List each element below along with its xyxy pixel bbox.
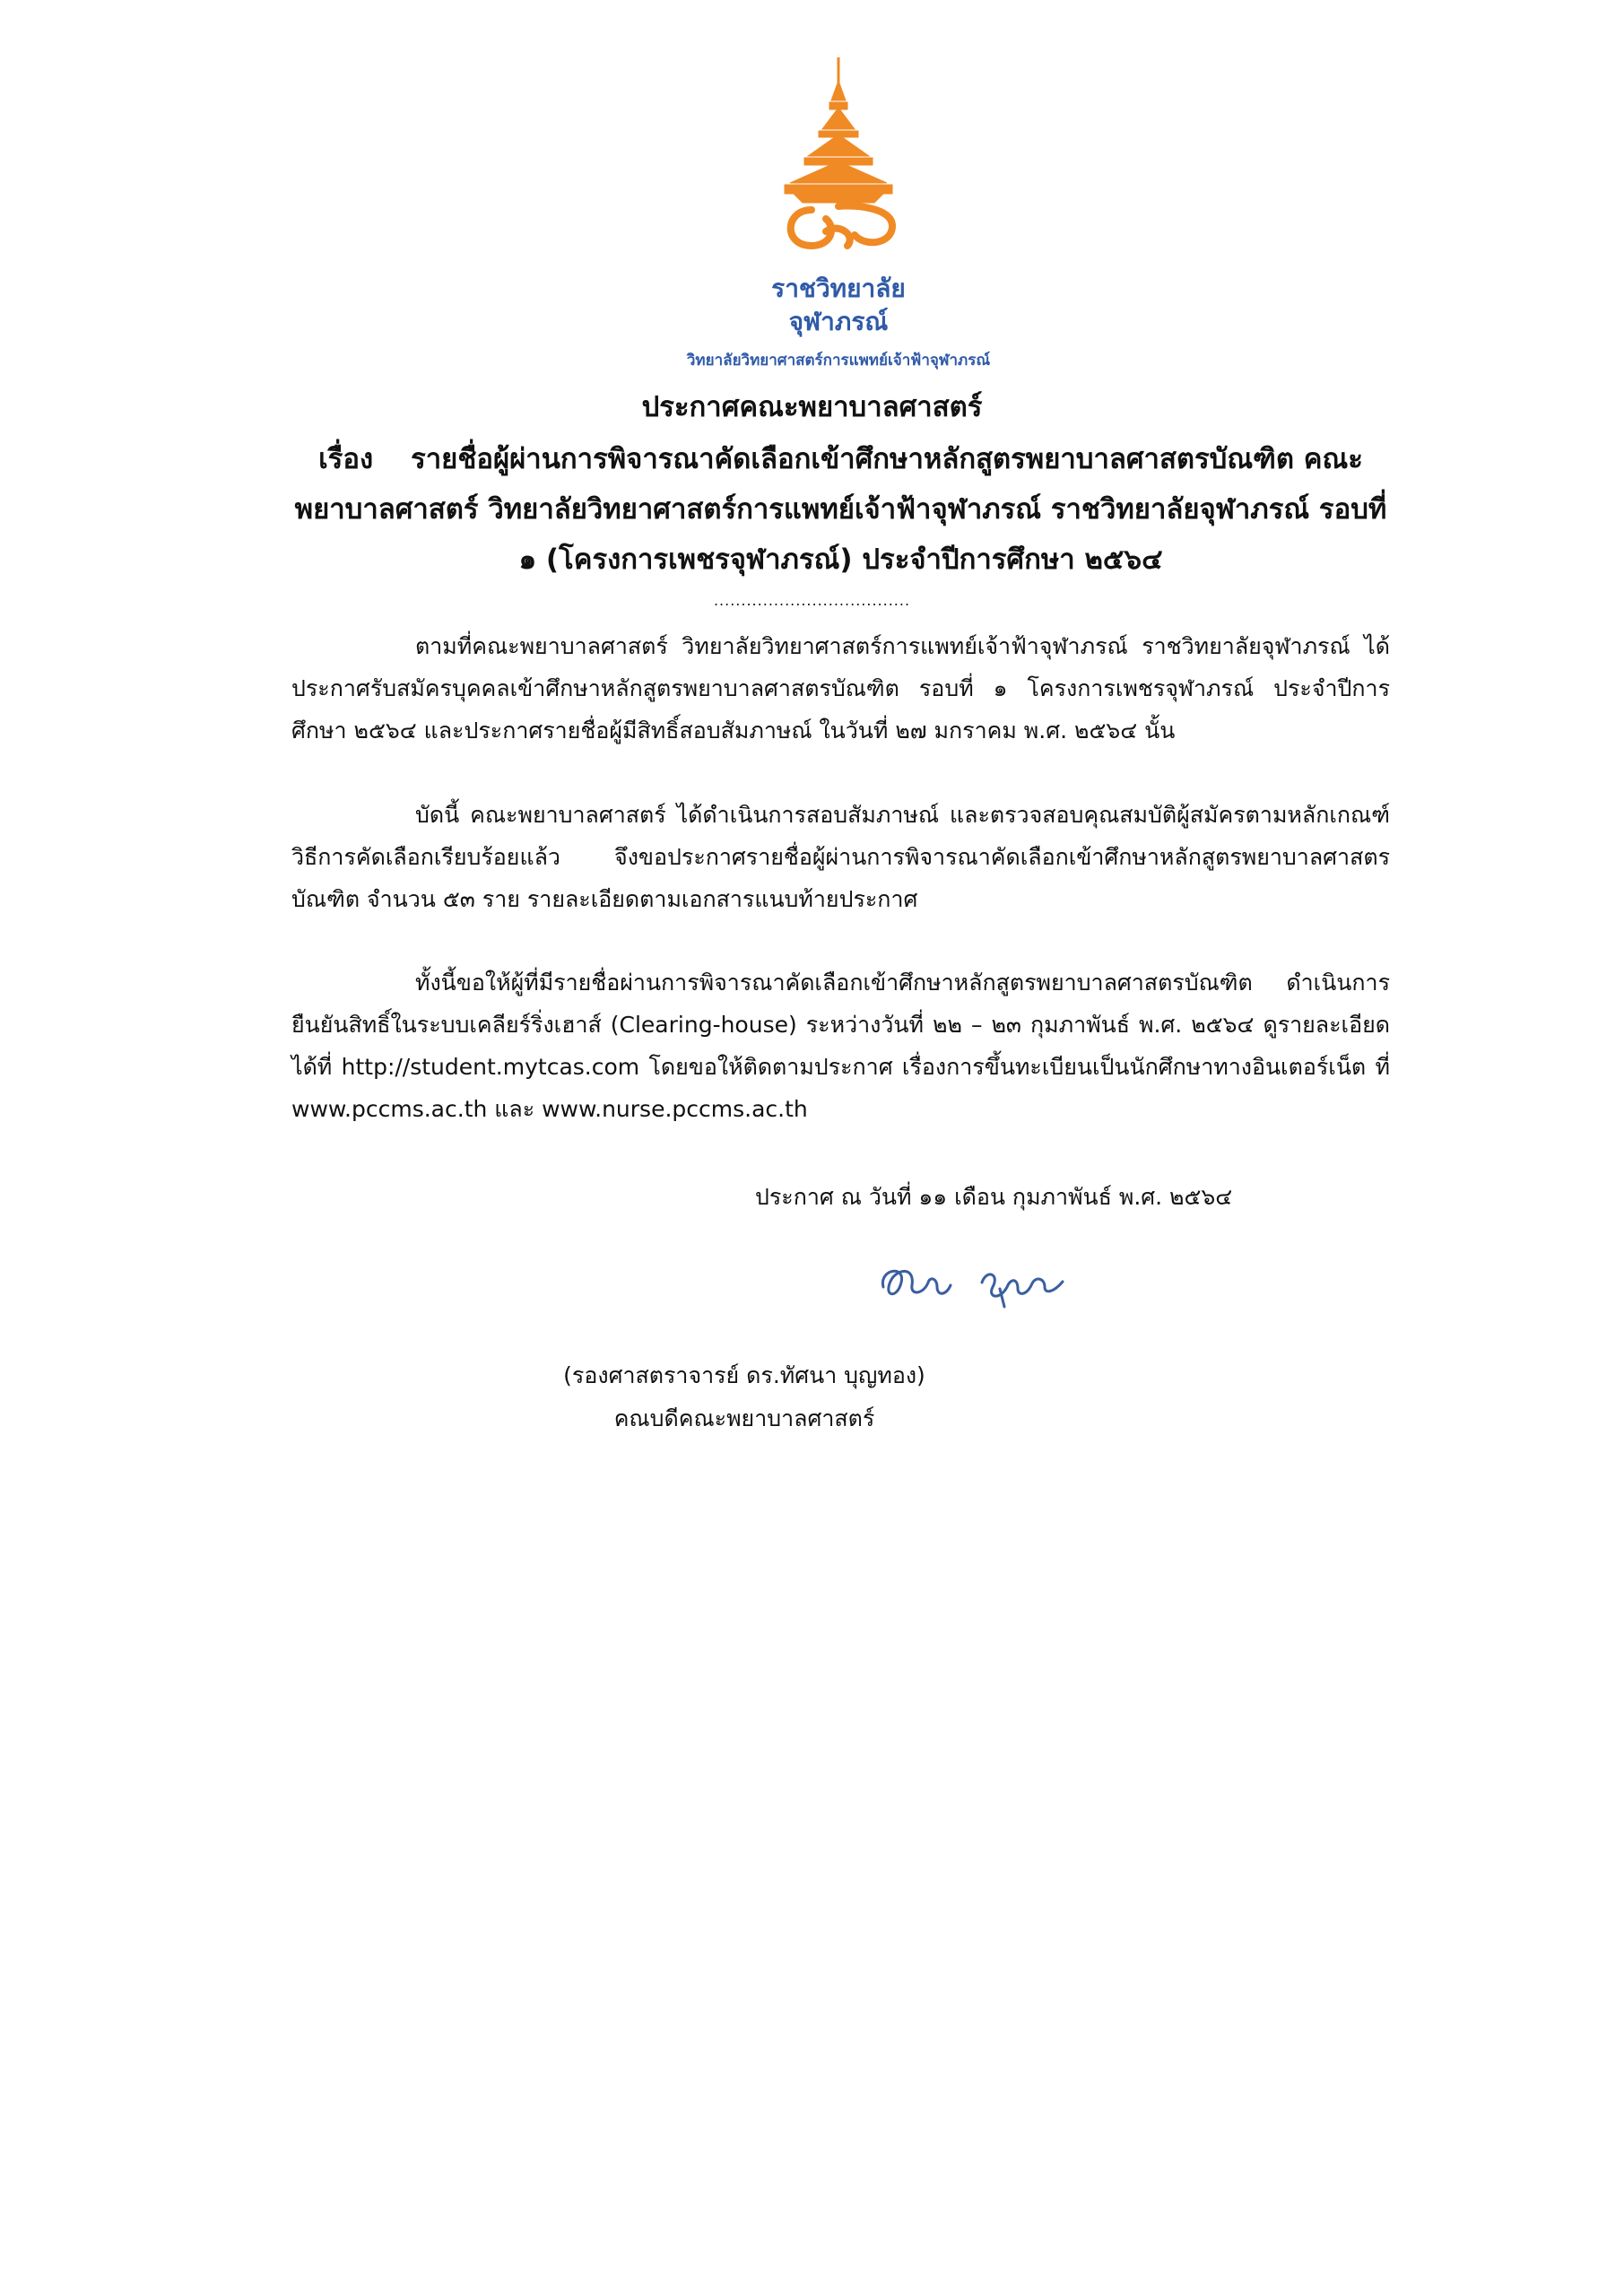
- announcement-date: ประกาศ ณ วันที่ ๑๑ เดือน กุมภาพันธ์ พ.ศ. ๒๕๖๔: [755, 1184, 1233, 1210]
- signer-name: (รองศาสตราจารย์ ดร.ทัศนา บุญทอง): [563, 1362, 925, 1388]
- spire-emblem-icon: [758, 56, 919, 253]
- paragraph-2: บัดนี้ คณะพยาบาลศาสตร์ ได้ดำเนินการสอบสัมภาษณ์ และตรวจสอบคุณสมบัติผู้สมัครตามหลักเกณฑ์วิธีการคัดเลือกเรียบร้อยแล้ว จึงขอประกาศรายชื่อผู้ผ่านการพิจารณาคัดเลือกเข้าศึกษาหลักสูตรพยาบาลศาสตรบัณฑิต จำนวน ๕๓ ราย รายละเอียดตามเอกสารแนบท้ายประกาศ: [291, 802, 1390, 912]
- signer-title: คณบดีคณะพยาบาลศาสตร์: [613, 1405, 875, 1431]
- subject-lead: เรื่อง: [318, 443, 374, 475]
- subject-text: รายชื่อผู้ผ่านการพิจารณาคัดเลือกเข้าศึกษาหลักสูตรพยาบาลศาสตรบัณฑิต คณะพยาบาลศาสตร์ วิทยาลัยวิทยาศาสตร์การแพทย์เจ้าฟ้าจุฬาภรณ์ ราชวิทยาลัยจุฬาภรณ์ รอบที่ ๑ (โครงการเพชรจุฬาภรณ์) ประจำปีการศึกษา ๒๕๖๔: [294, 443, 1387, 576]
- signer-block: [0, 1354, 1624, 1440]
- logo-subtitle: วิทยาลัยวิทยาศาสตร์การแพทย์เจ้าฟ้าจุฬาภรณ์: [686, 352, 991, 370]
- subject-block: [291, 434, 1390, 585]
- separator: ....................................: [713, 592, 911, 609]
- handwritten-signature: [874, 1251, 1081, 1314]
- announcement-heading: ประกาศคณะพยาบาลศาสตร์: [641, 391, 983, 423]
- logo-name-line1: ราชวิทยาลัย: [771, 274, 906, 303]
- logo-name-line2: จุฬาภรณ์: [788, 307, 889, 336]
- college-logo: [628, 56, 1049, 378]
- paragraph-1: ตามที่คณะพยาบาลศาสตร์ วิทยาลัยวิทยาศาสตร์การแพทย์เจ้าฟ้าจุฬาภรณ์ ราชวิทยาลัยจุฬาภรณ์ ได้ประกาศรับสมัครบุคคลเข้าศึกษาหลักสูตรพยาบาลศาสตรบัณฑิต รอบที่ ๑ โครงการเพชรจุฬาภรณ์ ประจำปีการศึกษา ๒๕๖๔ และประกาศรายชื่อผู้มีสิทธิ์สอบสัมภาษณ์ ในวันที่ ๒๗ มกราคม พ.ศ. ๒๕๖๔ นั้น: [291, 633, 1390, 744]
- paragraph-3: ทั้งนี้ขอให้ผู้ที่มีรายชื่อผ่านการพิจารณาคัดเลือกเข้าศึกษาหลักสูตรพยาบาลศาสตรบัณฑิต ดำเนินการยืนยันสิทธิ์ในระบบเคลียร์ริ่งเฮาส์ (Clearing-house) ระหว่างวันที่ ๒๒ – ๒๓ กุมภาพันธ์ พ.ศ. ๒๕๖๔ ดูรายละเอียดได้ที่ http://student.mytcas.com โดยขอให้ติดตามประกาศ เรื่องการขึ้นทะเบียนเป็นนักศึกษาทางอินเตอร์เน็ต ที่ www.pccms.ac.th และ www.nurse.pccms.ac.th: [291, 970, 1390, 1122]
